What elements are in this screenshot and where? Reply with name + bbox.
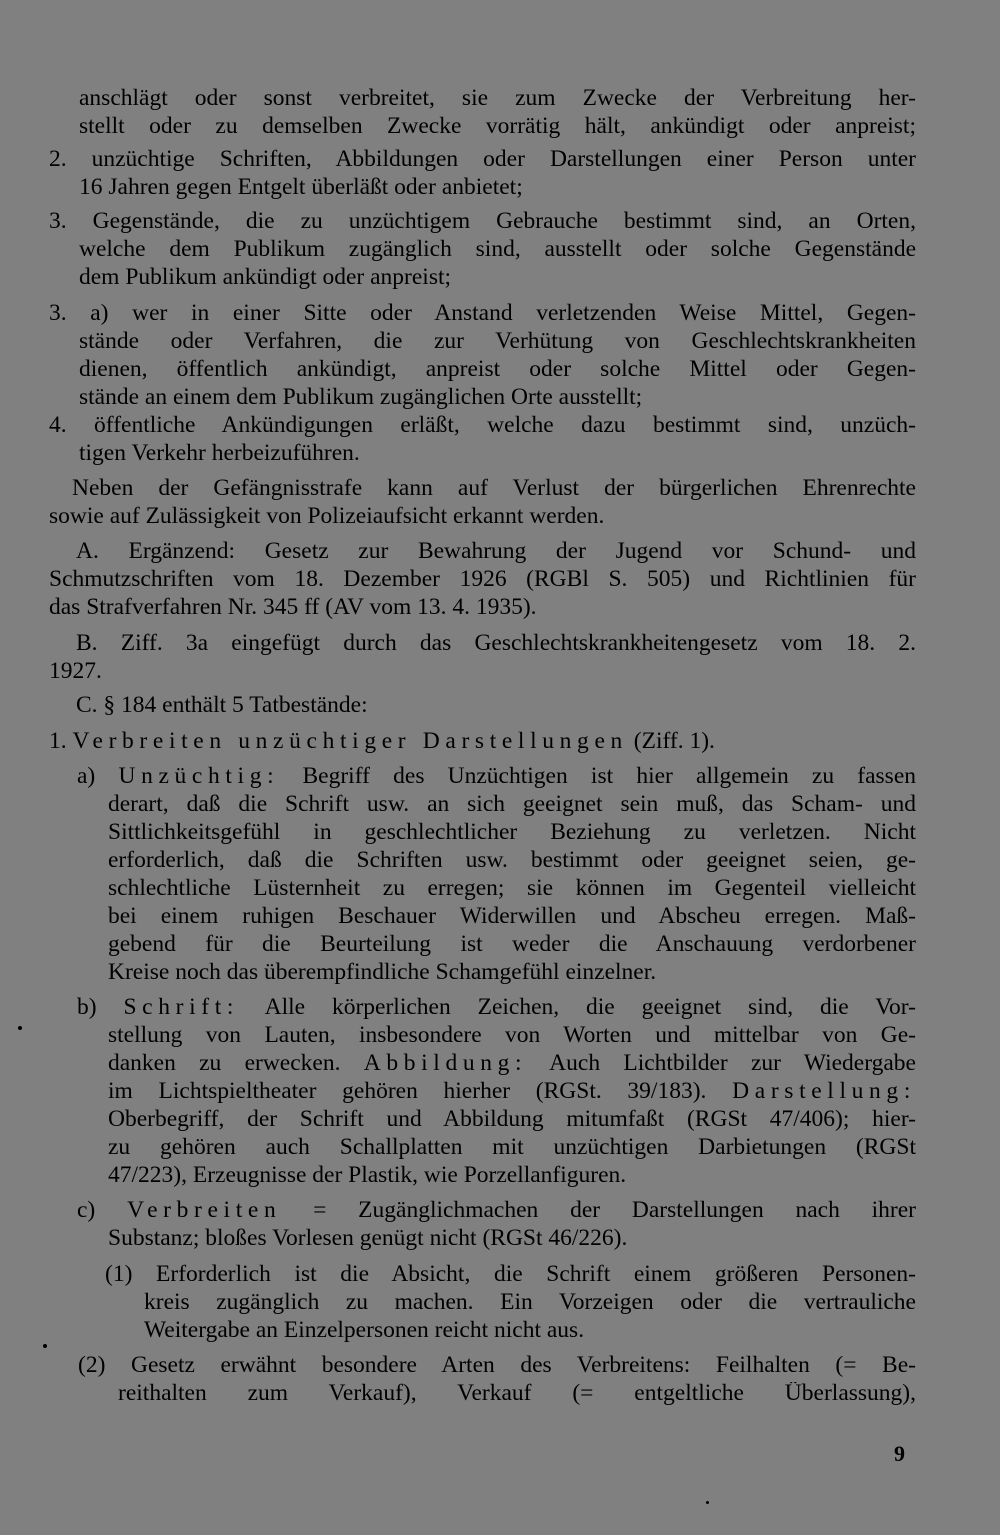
item-label: (2): [78, 1354, 106, 1378]
spaced-term: Darstellung:: [732, 1080, 916, 1104]
line-text: stellung von Lauten, insbesondere von Worten und mittelbar von Ge-: [108, 1024, 916, 1048]
note-c: [76, 694, 368, 718]
mixed-line: [108, 1080, 916, 1110]
line-text: 47/223), Erzeugnisse der Plastik, wie Porzellanfiguren.: [108, 1162, 627, 1188]
line-text: schlechtliche Lüsternheit zu erregen; sie können im Gegenteil vielleicht: [108, 877, 916, 901]
line-text: 16 Jahren gegen Entgelt überläßt oder anbietet;: [79, 174, 523, 200]
line-text: stellt oder zu demselben Zwecke vorrätig hält, ankündigt oder anpreist;: [79, 115, 916, 139]
item-label: c): [77, 1199, 96, 1223]
line-text: 4. öffentliche Ankündigungen erläßt, welche dazu bestimmt sind, unzüch-: [49, 414, 916, 438]
text-line: [108, 793, 916, 823]
scan-speck: [18, 1026, 22, 1030]
note-a: [76, 540, 916, 570]
spaced-term: Verbreiten: [127, 1199, 282, 1223]
page-number: 9: [894, 1441, 905, 1466]
item-label: a): [77, 765, 96, 789]
line-text: sowie auf Zulässigkeit von Polizeiaufsicht erkannt werden.: [49, 503, 605, 529]
line-text: Neben der Gefängnisstrafe kann auf Verlust der bürgerlichen Ehrenrechte: [72, 477, 916, 501]
text-line: [108, 1024, 916, 1054]
item-label: (1): [105, 1263, 133, 1287]
item-label: b): [77, 996, 97, 1020]
note-b: [76, 632, 916, 662]
item-a-line: [77, 765, 916, 795]
text-line: [79, 115, 916, 145]
text-line: [108, 849, 916, 879]
line-text: 3. a) wer in einer Sitte oder Anstand verletzenden Weise Mittel, Gegen-: [49, 302, 916, 326]
text-line: [108, 905, 916, 935]
text-line: [79, 87, 916, 117]
line-text: im Lichtspieltheater gehören hierher (RGSt. 39/183).: [108, 1080, 707, 1104]
text-line: [79, 386, 642, 410]
text-line: [49, 596, 537, 620]
line-text: das Strafverfahren Nr. 345 ff (AV vom 13. 4. 1935).: [49, 594, 537, 620]
spaced-heading: Verbreiten unzüchtiger Darstellungen: [72, 728, 628, 754]
line-text: stände oder Verfahren, die zur Verhütung von Geschlechtskrankheiten: [79, 330, 916, 354]
line-text: Oberbegriff, der Schrift und Abbildung mitumfaßt (RGSt 47/406); hier-: [108, 1108, 916, 1132]
line-text: anschlägt oder sonst verbreitet, sie zum Zwecke der Verbreitung her-: [79, 87, 916, 111]
line-text: Auch Lichtbilder zur Wiedergabe: [549, 1052, 916, 1076]
line-text: (Ziff. 1).: [633, 728, 715, 754]
item-c-2: [78, 1354, 916, 1384]
text-line: [144, 1319, 584, 1343]
line-text: danken zu erwecken.: [108, 1052, 341, 1076]
text-line: [79, 266, 451, 290]
line-text: 1927.: [49, 658, 102, 684]
spaced-term: Abbildung:: [363, 1052, 528, 1076]
line-text: Erforderlich ist die Absicht, die Schrift einem größeren Personen-: [156, 1263, 916, 1287]
item-c-1-line: [105, 1263, 916, 1293]
text-line: [108, 961, 656, 985]
line-text: Begriff des Unzüchtigen ist hier allgemein zu fassen: [302, 765, 916, 789]
line-text: 3. Gegenstände, die zu unzüchtigem Gebrauche bestimmt sind, an Orten,: [49, 210, 916, 234]
line-text: dem Publikum ankündigt oder anpreist;: [79, 264, 452, 290]
line-text: zu gehören auch Schallplatten mit unzüchtigen Darbietungen (RGSt: [108, 1136, 916, 1160]
text-line: [118, 1382, 916, 1412]
mixed-line: [108, 1052, 916, 1082]
item-b: [77, 996, 916, 1026]
list-item-3: [49, 210, 916, 240]
text-line: [108, 1227, 627, 1251]
item-c-1: [105, 1263, 916, 1293]
text-line: [79, 176, 523, 200]
scan-speck: [43, 1344, 47, 1348]
item-b-line: [77, 996, 916, 1026]
text-line: [108, 1108, 916, 1138]
line-text: Weitergabe an Einzelpersonen reicht nicht aus.: [144, 1317, 585, 1343]
text-line: [108, 1164, 626, 1188]
text-line: [79, 330, 916, 360]
line-text: Sittlichkeitsgefühl in geschlechtlicher Beziehung zu verletzen. Nicht: [108, 821, 916, 845]
line-text: Schmutzschriften vom 18. Dezember 1926 (RGBl S. 505) und Richtlinien für: [49, 568, 916, 592]
line-text: erforderlich, daß die Schriften usw. bestimmt oder geeignet seien, ge-: [108, 849, 916, 873]
text-line: [79, 442, 360, 466]
line-text: stände an einem dem Publikum zugänglichen Orte ausstellt;: [79, 384, 643, 410]
text-line: [108, 821, 916, 851]
line-text: reithalten zum Verkauf), Verkauf (= entgeltliche Überlassung),: [118, 1382, 916, 1406]
line-text: Substanz; bloßes Vorlesen genügt nicht (RGSt 46/226).: [108, 1225, 628, 1251]
scan-speck: [706, 1501, 709, 1504]
line-text: Alle körperlichen Zeichen, die geeignet sind, die Vor-: [264, 996, 916, 1020]
spaced-term: Unzüchtig:: [118, 765, 280, 789]
paragraph-line: [49, 505, 604, 529]
line-text: = Zugänglichmachen der Darstellungen nach ihrer: [313, 1199, 916, 1223]
line-text: bei einem ruhigen Beschauer Widerwillen und Abscheu erregen. Maß-: [108, 905, 916, 929]
line-text: C. § 184 enthält 5 Tatbestände:: [76, 692, 368, 718]
item-a: [77, 765, 916, 795]
section-1-heading: [49, 730, 715, 754]
line-text: tigen Verkehr herbeizuführen.: [79, 440, 360, 466]
line-text: dienen, öffentlich ankündigt, anpreist oder solche Mittel oder Gegen-: [79, 358, 916, 382]
text-line: [108, 1052, 916, 1082]
line-text: A. Ergänzend: Gesetz zur Bewahrung der Jugend vor Schund- und: [76, 540, 916, 564]
line-text: Kreise noch das überempfindliche Schamgefühl einzelner.: [108, 959, 657, 985]
spaced-term: Schrift:: [123, 996, 240, 1020]
line-text: welche dem Publikum zugänglich sind, ausstellt oder solche Gegenstände: [79, 238, 916, 262]
line-text: Gesetz erwähnt besondere Arten des Verbreitens: Feilhalten (= Be-: [130, 1354, 916, 1378]
item-c-2-line: [78, 1354, 916, 1384]
text-line: [49, 660, 102, 684]
line-text: derart, daß die Schrift usw. an sich geeignet sein muß, das Scham- und: [108, 793, 916, 817]
list-item-3a: [49, 302, 916, 332]
line-text: gebend für die Beurteilung ist weder die Anschauung verdorbener: [108, 933, 916, 957]
line-text: 2. unzüchtige Schriften, Abbildungen oder Darstellungen einer Person unter: [49, 148, 916, 172]
line-text: B. Ziff. 3a eingefügt durch das Geschlechtskrankheitengesetz vom 18. 2.: [76, 632, 916, 656]
section-number: 1.: [49, 728, 67, 754]
line-text: kreis zugänglich zu machen. Ein Vorzeigen oder die vertrauliche: [144, 1291, 916, 1315]
text-line: [108, 1080, 916, 1110]
text-line: [108, 877, 916, 907]
